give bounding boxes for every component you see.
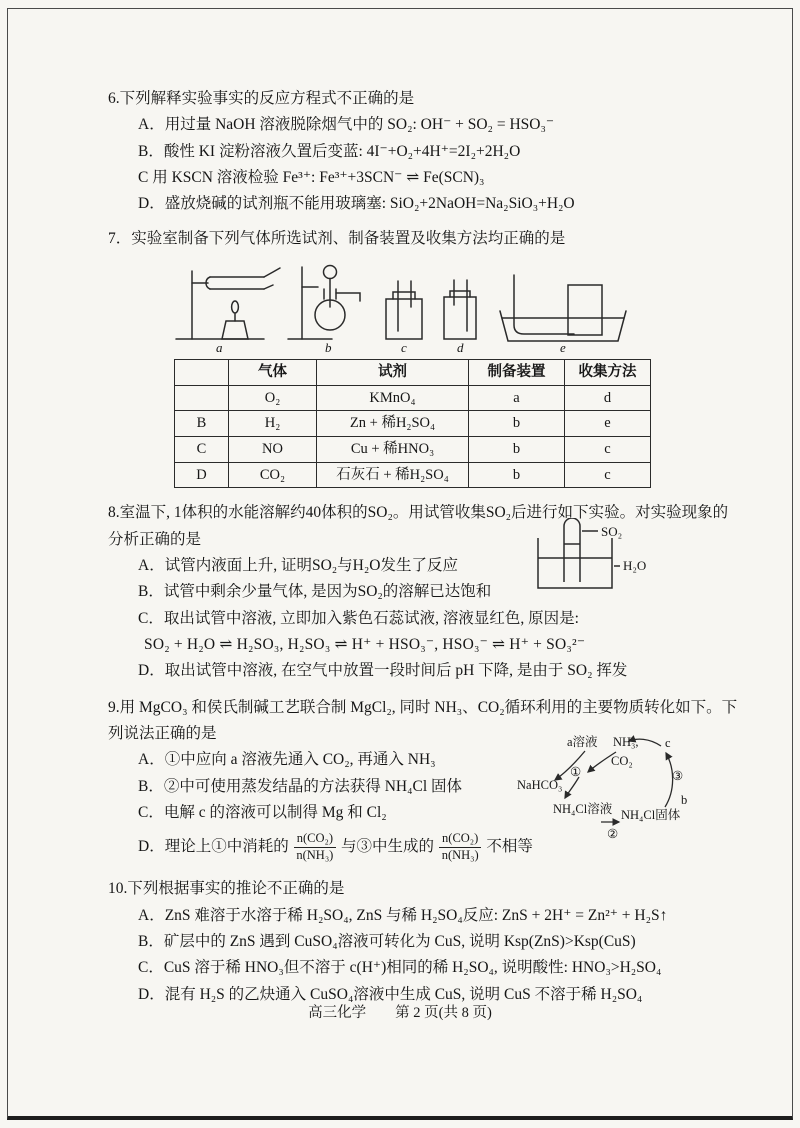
table-cell: d (565, 385, 651, 411)
mole-ratio-fraction (439, 831, 481, 863)
q6-option-a: A．用过量 NaOH 溶液脱除烟气中的 SO₂: OH⁻ + SO₂ = HSO₃⁻ (138, 116, 555, 134)
table-row (175, 385, 651, 411)
table-header: 试剂 (317, 360, 469, 386)
table-cell: c (565, 462, 651, 488)
fraction-denominator: n(NH₃) (296, 847, 334, 862)
q9-option-c: C．电解 c 的溶液可以制得 Mg 和 Cl₂ (138, 804, 387, 822)
apparatus-label-b: b (325, 340, 332, 356)
question-7 (108, 226, 742, 489)
table-cell: e (565, 411, 651, 437)
table-cell: H₂ (229, 411, 317, 437)
q8-option-d: D．取出试管中溶液, 在空气中放置一段时间后 pH 下降, 是由于 SO₂ 挥发 (138, 662, 628, 680)
apparatus-e-water-trough-collection (500, 275, 626, 341)
apparatus-diagram-wrap (170, 255, 742, 355)
label-step-3: ③ (672, 768, 684, 783)
q8-option-b: B．试管中剩余少量气体, 是因为SO₂的溶解已达饱和 (138, 583, 492, 601)
q9-d-prefix: D．理论上①中消耗的 (138, 838, 289, 856)
table-cell: D (175, 462, 229, 488)
fraction-denominator: n(NH₃) (441, 847, 479, 862)
material-cycle-diagram (515, 725, 700, 850)
label-step-2: ② (607, 826, 619, 841)
question-9-stem: 9.用 MgCO₃ 和侯氏制碱工艺联合制 MgCl₂, 同时 NH₃、CO₂循环利用的主要物质转化如下。下列说法正确的是 (108, 698, 738, 743)
question-6-stem: 6.下列解释实验事实的反应方程式不正确的是 (108, 90, 415, 107)
material-cycle-diagram-wrap (515, 725, 700, 850)
label-a-solution: a溶液 (567, 734, 598, 749)
table-header (175, 360, 229, 386)
gas-preparation-table (174, 359, 651, 488)
fraction-numerator: n(CO₂) (294, 831, 336, 848)
question-8 (108, 500, 742, 684)
table-cell (175, 385, 229, 411)
test-tube (564, 526, 580, 582)
table-cell: b (469, 436, 565, 462)
label-nh4cl-solution: NH₄Cl溶液 (553, 801, 613, 816)
question-6 (108, 86, 742, 218)
apparatus-label-e: e (560, 340, 566, 356)
table-cell: c (565, 436, 651, 462)
apparatus-labels (216, 340, 566, 355)
label-nahco3: NaHCO₃ (517, 777, 563, 792)
apparatus-diagram (170, 255, 650, 355)
label-b: b (681, 792, 688, 807)
table-cell: a (469, 385, 565, 411)
label-co2: CO₂ (611, 753, 633, 768)
label-nh4cl-solid: NH₄Cl固体 (621, 807, 681, 822)
apparatus-a-heated-test-tube (176, 268, 280, 339)
q10-option-a: A．ZnS 难溶于水溶于稀 H₂SO₄, ZnS 与稀 H₂SO₄反应: ZnS + 2H⁺ = Zn²⁺ + H₂S↑ (138, 906, 668, 924)
gas-label: SO₂ (601, 524, 623, 540)
q6-option-d: D．盛放烧碱的试剂瓶不能用玻璃塞: SiO₂+2NaOH=Na₂SiO₃+H₂O (138, 195, 575, 213)
table-cell: CO₂ (229, 462, 317, 488)
arrow-to-nh4cl-solution (565, 777, 579, 798)
q9-d-middle: 与③中生成的 (341, 838, 435, 856)
table-header-row (175, 360, 651, 386)
so2-test-tube-diagram (528, 518, 658, 598)
so2-test-tube-diagram-wrap (528, 518, 658, 598)
table-cell: O₂ (229, 385, 317, 411)
table-row (175, 436, 651, 462)
question-8-stem: 8.室温下, 1体积的水能溶解约40体积的SO₂。用试管收集SO₂后进行如下实验。对实验现象的分析正确的是 (108, 504, 729, 548)
table-cell: Cu + 稀HNO₃ (317, 436, 469, 462)
apparatus-d-gas-bottle (444, 280, 476, 339)
table-cell: C (175, 436, 229, 462)
q10-option-b: B．矿层中的 ZnS 遇到 CuSO₄溶液可转化为 CuS, 说明 Ksp(ZnS)>Ksp(CuS) (138, 933, 636, 951)
table-row (175, 462, 651, 488)
q9-option-b: B．②中可使用蒸发结晶的方法获得 NH₄Cl 固体 (138, 777, 463, 795)
apparatus-label-a: a (216, 340, 223, 356)
q6-option-c: C 用 KSCN 溶液检验 Fe³⁺: Fe³⁺+3SCN⁻ ⇌ Fe(SCN)₃ (138, 169, 485, 187)
apparatus-label-d: d (457, 340, 464, 356)
question-10 (108, 876, 742, 1008)
q10-option-c: C．CuS 溶于稀 HNO₃但不溶于 c(H⁺)相同的稀 H₂SO₄, 说明酸性: HNO₃>H₂SO₄ (138, 959, 662, 977)
question-10-stem: 10.下列根据事实的推论不正确的是 (108, 880, 345, 898)
q10-option-d: D．混有 H₂S 的乙炔通入 CuSO₄溶液中生成 CuS, 说明 CuS 不溶于稀 H₂SO₄ (138, 985, 643, 1003)
table-cell: KMnO₄ (317, 385, 469, 411)
apparatus-c-gas-bottle (386, 281, 422, 339)
table-header: 气体 (229, 360, 317, 386)
label-nh3: NH₃, (613, 734, 639, 749)
q9-option-a: A．①中应向 a 溶液先通入 CO₂, 再通入 NH₃ (138, 751, 436, 769)
q6-option-b: B．酸性 KI 淀粉溶液久置后变蓝: 4I⁻+O₂+4H⁺=2I₂+2H₂O (138, 142, 521, 160)
page-footer: 高三化学 第 2 页(共 8 页) (308, 1005, 492, 1021)
label-step-1: ① (570, 764, 582, 779)
table-row (175, 411, 651, 437)
table-cell: 石灰石 + 稀H₂SO₄ (317, 462, 469, 488)
table-cell: Zn + 稀H₂SO₄ (317, 411, 469, 437)
apparatus-b-flask-with-funnel (288, 266, 360, 340)
mole-ratio-fraction (294, 831, 336, 863)
water-label: H₂O (623, 558, 647, 574)
table-header: 收集方法 (565, 360, 651, 386)
table-cell: b (469, 411, 565, 437)
table-cell: B (175, 411, 229, 437)
table-cell: b (469, 462, 565, 488)
table-header: 制备装置 (469, 360, 565, 386)
q8-option-a: A．试管内液面上升, 证明SO₂与H₂O发生了反应 (138, 556, 458, 574)
beaker (538, 538, 612, 588)
question-7-stem: 7．实验室制备下列气体所选试剂、制备装置及收集方法均正确的是 (108, 229, 566, 247)
exam-content (108, 86, 742, 1008)
q8-option-c-equation: SO₂ + H₂O ⇌ H₂SO₃, H₂SO₃ ⇌ H⁺ + HSO₃⁻, HSO₃⁻ ⇌ H⁺ + SO₃²⁻ (144, 635, 586, 653)
fraction-numerator: n(CO₂) (439, 831, 481, 848)
q8-option-c: C．取出试管中溶液, 立即加入紫色石蕊试液, 溶液显红色, 原因是: (138, 609, 579, 627)
table-cell: NO (229, 436, 317, 462)
label-c: c (665, 735, 671, 750)
question-9 (108, 695, 742, 869)
apparatus-label-c: c (401, 340, 407, 356)
q9-d-suffix: 不相等 (486, 838, 533, 856)
